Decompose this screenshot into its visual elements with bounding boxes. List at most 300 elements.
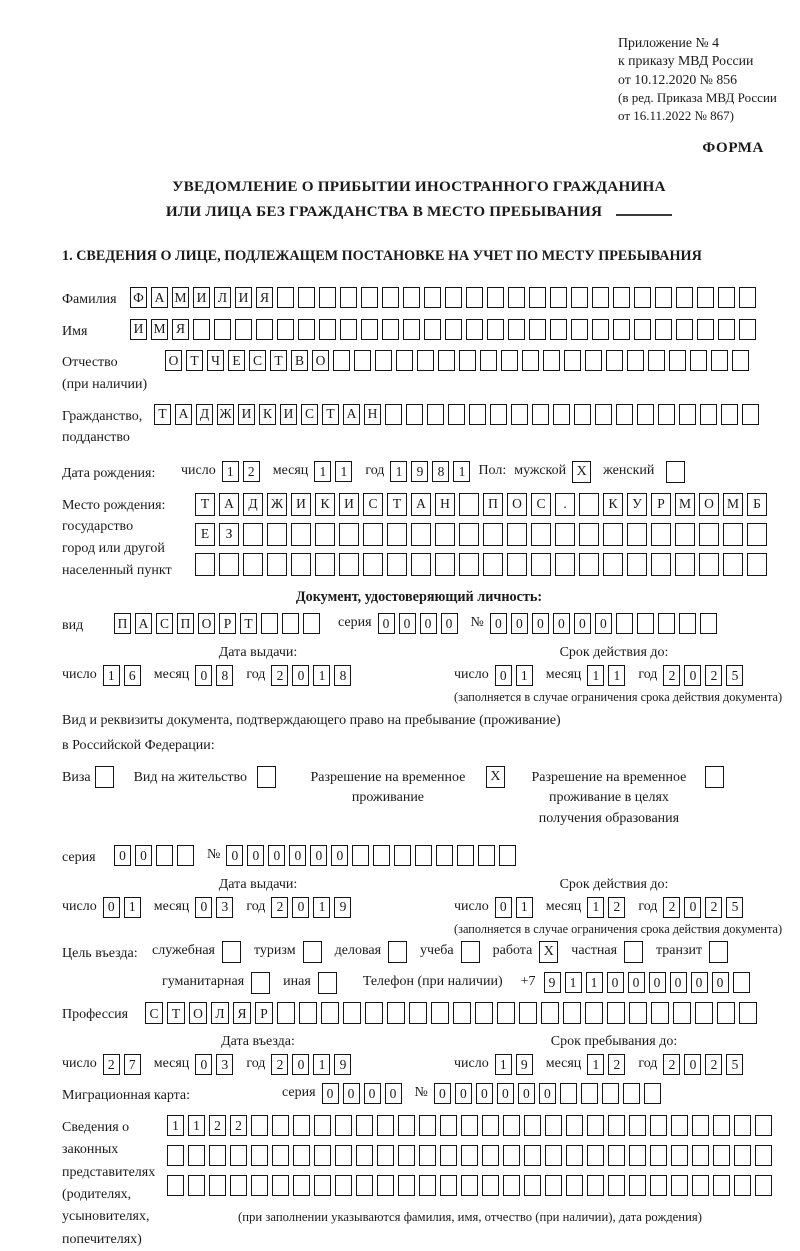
purpose-tourism-checkbox[interactable]	[303, 941, 322, 963]
char-cell[interactable]	[603, 553, 623, 576]
char-cell[interactable]: 0	[310, 845, 327, 866]
purpose-humanitarian-checkbox[interactable]	[251, 972, 270, 994]
temp-permit-edu-checkbox[interactable]	[705, 766, 724, 788]
male-checkbox[interactable]: X	[572, 461, 591, 483]
char-cell[interactable]	[585, 1002, 603, 1024]
char-cell[interactable]: 2	[209, 1115, 226, 1136]
char-cell[interactable]	[648, 350, 665, 371]
char-cell[interactable]: 2	[663, 665, 680, 686]
char-cell[interactable]: И	[280, 404, 297, 425]
char-cell[interactable]	[243, 553, 263, 576]
char-cell[interactable]: 1	[335, 461, 352, 482]
char-cell[interactable]: 1	[222, 461, 239, 482]
char-cell[interactable]	[352, 845, 369, 866]
char-cell[interactable]: 1	[587, 1054, 604, 1075]
char-cell[interactable]	[697, 287, 714, 308]
char-cell[interactable]	[571, 287, 588, 308]
char-cell[interactable]	[522, 350, 539, 371]
char-cell[interactable]: М	[151, 319, 168, 340]
char-cell[interactable]	[487, 319, 504, 340]
char-cell[interactable]	[734, 1175, 751, 1196]
char-cell[interactable]	[755, 1115, 772, 1136]
char-cell[interactable]	[742, 404, 759, 425]
char-cell[interactable]	[508, 319, 525, 340]
char-cell[interactable]	[671, 1175, 688, 1196]
char-cell[interactable]: Д	[243, 493, 263, 516]
char-cell[interactable]	[592, 319, 609, 340]
char-cell[interactable]: 0	[691, 972, 708, 993]
char-cell[interactable]	[524, 1175, 541, 1196]
char-cell[interactable]	[461, 1115, 478, 1136]
char-cell[interactable]: 2	[271, 665, 288, 686]
char-cell[interactable]	[581, 1083, 598, 1104]
char-cell[interactable]	[385, 404, 402, 425]
char-cell[interactable]	[587, 1115, 604, 1136]
char-cell[interactable]: 5	[726, 665, 743, 686]
char-cell[interactable]: 1	[313, 1054, 330, 1075]
char-cell[interactable]: 2	[705, 1054, 722, 1075]
char-cell[interactable]: 0	[226, 845, 243, 866]
char-cell[interactable]	[340, 319, 357, 340]
char-cell[interactable]: 0	[322, 1083, 339, 1104]
char-cell[interactable]: Т	[322, 404, 339, 425]
identity-issue-month-cells[interactable]	[195, 665, 237, 686]
char-cell[interactable]: 3	[216, 1054, 233, 1075]
char-cell[interactable]	[627, 350, 644, 371]
char-cell[interactable]	[167, 1175, 184, 1196]
char-cell[interactable]: С	[145, 1002, 163, 1024]
migration-number-cells[interactable]	[434, 1083, 665, 1104]
char-cell[interactable]	[613, 287, 630, 308]
char-cell[interactable]: А	[343, 404, 360, 425]
char-cell[interactable]: 0	[532, 613, 549, 634]
char-cell[interactable]: И	[193, 287, 210, 308]
birth-year-cells[interactable]	[390, 461, 474, 482]
char-cell[interactable]	[675, 553, 695, 576]
char-cell[interactable]	[335, 1175, 352, 1196]
char-cell[interactable]	[592, 287, 609, 308]
char-cell[interactable]	[277, 287, 294, 308]
char-cell[interactable]	[616, 613, 633, 634]
char-cell[interactable]: Ж	[267, 493, 287, 516]
char-cell[interactable]: 0	[292, 1054, 309, 1075]
char-cell[interactable]: А	[135, 613, 152, 634]
char-cell[interactable]	[658, 404, 675, 425]
char-cell[interactable]	[431, 1002, 449, 1024]
char-cell[interactable]	[267, 523, 287, 546]
char-cell[interactable]	[541, 1002, 559, 1024]
char-cell[interactable]	[579, 523, 599, 546]
doc-series-cells[interactable]	[378, 613, 462, 634]
char-cell[interactable]: 0	[114, 845, 131, 866]
char-cell[interactable]	[209, 1175, 226, 1196]
char-cell[interactable]: К	[315, 493, 335, 516]
char-cell[interactable]: 0	[292, 665, 309, 686]
char-cell[interactable]	[177, 845, 194, 866]
char-cell[interactable]: Я	[256, 287, 273, 308]
char-cell[interactable]	[298, 319, 315, 340]
char-cell[interactable]	[243, 523, 263, 546]
char-cell[interactable]	[487, 287, 504, 308]
char-cell[interactable]	[543, 350, 560, 371]
char-cell[interactable]: 0	[495, 897, 512, 918]
char-cell[interactable]: 1	[495, 1054, 512, 1075]
char-cell[interactable]	[251, 1115, 268, 1136]
char-cell[interactable]: М	[675, 493, 695, 516]
char-cell[interactable]	[272, 1115, 289, 1136]
char-cell[interactable]: 0	[441, 613, 458, 634]
char-cell[interactable]: 0	[490, 613, 507, 634]
char-cell[interactable]: О	[699, 493, 719, 516]
char-cell[interactable]	[457, 845, 474, 866]
char-cell[interactable]	[511, 404, 528, 425]
char-cell[interactable]	[459, 553, 479, 576]
char-cell[interactable]	[700, 404, 717, 425]
char-cell[interactable]: А	[175, 404, 192, 425]
char-cell[interactable]	[272, 1175, 289, 1196]
char-cell[interactable]: 0	[378, 613, 395, 634]
citizenship-cells[interactable]	[154, 404, 763, 425]
char-cell[interactable]	[697, 319, 714, 340]
char-cell[interactable]	[755, 1175, 772, 1196]
char-cell[interactable]	[435, 553, 455, 576]
char-cell[interactable]	[675, 523, 695, 546]
char-cell[interactable]	[616, 404, 633, 425]
char-cell[interactable]	[676, 319, 693, 340]
char-cell[interactable]	[650, 1115, 667, 1136]
char-cell[interactable]	[466, 319, 483, 340]
char-cell[interactable]: 0	[434, 1083, 451, 1104]
birth-month-cells[interactable]	[314, 461, 356, 482]
char-cell[interactable]	[363, 553, 383, 576]
char-cell[interactable]	[529, 319, 546, 340]
char-cell[interactable]: И	[238, 404, 255, 425]
char-cell[interactable]	[650, 1175, 667, 1196]
char-cell[interactable]: Д	[196, 404, 213, 425]
char-cell[interactable]	[711, 350, 728, 371]
char-cell[interactable]: Н	[435, 493, 455, 516]
char-cell[interactable]	[335, 1115, 352, 1136]
char-cell[interactable]	[651, 523, 671, 546]
char-cell[interactable]	[627, 553, 647, 576]
char-cell[interactable]	[482, 1115, 499, 1136]
char-cell[interactable]	[564, 350, 581, 371]
purpose-other-checkbox[interactable]	[318, 972, 337, 994]
char-cell[interactable]	[637, 613, 654, 634]
char-cell[interactable]: 2	[663, 897, 680, 918]
char-cell[interactable]: 0	[670, 972, 687, 993]
stay-year-cells[interactable]	[663, 1054, 747, 1075]
char-cell[interactable]: З	[219, 523, 239, 546]
char-cell[interactable]: 0	[518, 1083, 535, 1104]
char-cell[interactable]	[415, 845, 432, 866]
residence-issue-day-cells[interactable]	[103, 897, 145, 918]
char-cell[interactable]: 0	[476, 1083, 493, 1104]
char-cell[interactable]	[293, 1115, 310, 1136]
char-cell[interactable]	[555, 523, 575, 546]
char-cell[interactable]: Р	[651, 493, 671, 516]
char-cell[interactable]	[739, 1002, 757, 1024]
char-cell[interactable]: 2	[705, 897, 722, 918]
char-cell[interactable]	[482, 1175, 499, 1196]
char-cell[interactable]	[734, 1115, 751, 1136]
char-cell[interactable]: 0	[364, 1083, 381, 1104]
char-cell[interactable]	[261, 613, 278, 634]
char-cell[interactable]: 0	[135, 845, 152, 866]
char-cell[interactable]	[655, 287, 672, 308]
char-cell[interactable]	[499, 845, 516, 866]
char-cell[interactable]	[519, 1002, 537, 1024]
char-cell[interactable]	[419, 1115, 436, 1136]
residence-issue-year-cells[interactable]	[271, 897, 355, 918]
char-cell[interactable]	[747, 553, 767, 576]
char-cell[interactable]	[603, 523, 623, 546]
char-cell[interactable]: 2	[103, 1054, 120, 1075]
char-cell[interactable]	[627, 523, 647, 546]
char-cell[interactable]	[608, 1175, 625, 1196]
purpose-business-checkbox[interactable]	[388, 941, 407, 963]
char-cell[interactable]	[291, 523, 311, 546]
char-cell[interactable]	[531, 553, 551, 576]
char-cell[interactable]: 1	[608, 665, 625, 686]
char-cell[interactable]	[690, 350, 707, 371]
char-cell[interactable]: И	[130, 319, 147, 340]
char-cell[interactable]	[679, 613, 696, 634]
char-cell[interactable]	[747, 523, 767, 546]
residence-expiry-day-cells[interactable]	[495, 897, 537, 918]
char-cell[interactable]	[436, 845, 453, 866]
char-cell[interactable]: Я	[233, 1002, 251, 1024]
temp-permit-checkbox[interactable]: X	[486, 766, 505, 788]
char-cell[interactable]: Ч	[207, 350, 224, 371]
phone-cells[interactable]	[544, 972, 754, 993]
char-cell[interactable]	[732, 350, 749, 371]
char-cell[interactable]: 1	[313, 665, 330, 686]
char-cell[interactable]	[398, 1175, 415, 1196]
char-cell[interactable]: 2	[663, 1054, 680, 1075]
char-cell[interactable]: 6	[124, 665, 141, 686]
char-cell[interactable]: 0	[607, 972, 624, 993]
char-cell[interactable]: 0	[399, 613, 416, 634]
char-cell[interactable]: О	[165, 350, 182, 371]
stay-day-cells[interactable]	[495, 1054, 537, 1075]
char-cell[interactable]: 0	[455, 1083, 472, 1104]
char-cell[interactable]	[545, 1175, 562, 1196]
residence-series-cells[interactable]	[114, 845, 198, 866]
char-cell[interactable]	[299, 1002, 317, 1024]
char-cell[interactable]: С	[531, 493, 551, 516]
char-cell[interactable]	[435, 523, 455, 546]
char-cell[interactable]: 2	[271, 897, 288, 918]
char-cell[interactable]	[303, 613, 320, 634]
char-cell[interactable]	[692, 1115, 709, 1136]
char-cell[interactable]: 0	[385, 1083, 402, 1104]
char-cell[interactable]: Т	[186, 350, 203, 371]
char-cell[interactable]	[343, 1002, 361, 1024]
char-cell[interactable]: И	[291, 493, 311, 516]
char-cell[interactable]	[453, 1002, 471, 1024]
char-cell[interactable]	[193, 319, 210, 340]
char-cell[interactable]	[553, 404, 570, 425]
char-cell[interactable]: П	[177, 613, 194, 634]
char-cell[interactable]: 1	[390, 461, 407, 482]
residence-permit-checkbox[interactable]	[257, 766, 276, 788]
char-cell[interactable]	[676, 287, 693, 308]
char-cell[interactable]: 1	[313, 897, 330, 918]
doc-kind-cells[interactable]	[114, 613, 324, 634]
female-checkbox[interactable]	[666, 461, 685, 483]
char-cell[interactable]	[550, 319, 567, 340]
char-cell[interactable]	[406, 404, 423, 425]
char-cell[interactable]	[606, 350, 623, 371]
char-cell[interactable]	[363, 523, 383, 546]
char-cell[interactable]: О	[312, 350, 329, 371]
char-cell[interactable]: 1	[565, 972, 582, 993]
char-cell[interactable]	[387, 1002, 405, 1024]
patronymic-cells[interactable]	[165, 350, 753, 371]
char-cell[interactable]: 1	[453, 461, 470, 482]
char-cell[interactable]: М	[723, 493, 743, 516]
char-cell[interactable]	[717, 1002, 735, 1024]
char-cell[interactable]: 2	[271, 1054, 288, 1075]
char-cell[interactable]	[739, 287, 756, 308]
char-cell[interactable]	[508, 287, 525, 308]
char-cell[interactable]: 5	[726, 1054, 743, 1075]
char-cell[interactable]	[427, 404, 444, 425]
char-cell[interactable]	[699, 523, 719, 546]
char-cell[interactable]: 0	[511, 613, 528, 634]
char-cell[interactable]: 0	[195, 897, 212, 918]
char-cell[interactable]	[387, 553, 407, 576]
char-cell[interactable]: О	[189, 1002, 207, 1024]
birthplace-cells-row2[interactable]	[195, 523, 771, 546]
char-cell[interactable]: Т	[195, 493, 215, 516]
char-cell[interactable]	[695, 1002, 713, 1024]
char-cell[interactable]	[634, 287, 651, 308]
identity-expiry-month-cells[interactable]	[587, 665, 629, 686]
char-cell[interactable]: 2	[243, 461, 260, 482]
char-cell[interactable]: Ф	[130, 287, 147, 308]
char-cell[interactable]	[507, 553, 527, 576]
char-cell[interactable]: 0	[712, 972, 729, 993]
char-cell[interactable]	[560, 1083, 577, 1104]
char-cell[interactable]: К	[259, 404, 276, 425]
entry-day-cells[interactable]	[103, 1054, 145, 1075]
representatives-cells-row3[interactable]	[167, 1175, 776, 1196]
name-cells[interactable]	[130, 319, 760, 340]
char-cell[interactable]: П	[114, 613, 131, 634]
entry-year-cells[interactable]	[271, 1054, 355, 1075]
char-cell[interactable]	[277, 319, 294, 340]
char-cell[interactable]: 0	[247, 845, 264, 866]
char-cell[interactable]: 0	[497, 1083, 514, 1104]
char-cell[interactable]	[461, 1175, 478, 1196]
char-cell[interactable]	[256, 319, 273, 340]
char-cell[interactable]	[298, 287, 315, 308]
char-cell[interactable]	[613, 319, 630, 340]
char-cell[interactable]: И	[339, 493, 359, 516]
char-cell[interactable]	[382, 287, 399, 308]
char-cell[interactable]	[713, 1115, 730, 1136]
char-cell[interactable]: .	[555, 493, 575, 516]
char-cell[interactable]	[188, 1175, 205, 1196]
char-cell[interactable]	[333, 350, 350, 371]
char-cell[interactable]: 0	[268, 845, 285, 866]
char-cell[interactable]: 1	[167, 1115, 184, 1136]
char-cell[interactable]	[721, 404, 738, 425]
birthplace-cells-row1[interactable]	[195, 493, 771, 516]
char-cell[interactable]	[503, 1175, 520, 1196]
char-cell[interactable]	[571, 319, 588, 340]
entry-month-cells[interactable]	[195, 1054, 237, 1075]
char-cell[interactable]	[673, 1002, 691, 1024]
char-cell[interactable]: Я	[172, 319, 189, 340]
char-cell[interactable]	[629, 1002, 647, 1024]
char-cell[interactable]	[644, 1083, 661, 1104]
char-cell[interactable]: 9	[411, 461, 428, 482]
char-cell[interactable]: 5	[726, 897, 743, 918]
char-cell[interactable]	[718, 319, 735, 340]
char-cell[interactable]	[438, 350, 455, 371]
identity-issue-year-cells[interactable]	[271, 665, 355, 686]
char-cell[interactable]	[377, 1175, 394, 1196]
char-cell[interactable]: 1	[586, 972, 603, 993]
char-cell[interactable]	[377, 1115, 394, 1136]
residence-issue-month-cells[interactable]	[195, 897, 237, 918]
char-cell[interactable]: С	[249, 350, 266, 371]
char-cell[interactable]	[623, 1083, 640, 1104]
char-cell[interactable]: 3	[216, 897, 233, 918]
char-cell[interactable]	[524, 1115, 541, 1136]
char-cell[interactable]: А	[411, 493, 431, 516]
char-cell[interactable]	[315, 553, 335, 576]
char-cell[interactable]: О	[507, 493, 527, 516]
residence-expiry-year-cells[interactable]	[663, 897, 747, 918]
char-cell[interactable]	[507, 523, 527, 546]
profession-cells[interactable]	[145, 1002, 761, 1024]
char-cell[interactable]: 0	[195, 1054, 212, 1075]
char-cell[interactable]	[230, 1175, 247, 1196]
char-cell[interactable]: Р	[219, 613, 236, 634]
char-cell[interactable]	[739, 319, 756, 340]
char-cell[interactable]: 9	[544, 972, 561, 993]
stay-month-cells[interactable]	[587, 1054, 629, 1075]
char-cell[interactable]	[440, 1175, 457, 1196]
char-cell[interactable]	[424, 319, 441, 340]
char-cell[interactable]: 0	[103, 897, 120, 918]
surname-cells[interactable]	[130, 287, 760, 308]
char-cell[interactable]	[566, 1175, 583, 1196]
char-cell[interactable]: 0	[684, 897, 701, 918]
char-cell[interactable]	[713, 1175, 730, 1196]
char-cell[interactable]: Л	[214, 287, 231, 308]
char-cell[interactable]	[629, 1175, 646, 1196]
char-cell[interactable]: Т	[154, 404, 171, 425]
char-cell[interactable]: Т	[387, 493, 407, 516]
char-cell[interactable]	[669, 350, 686, 371]
char-cell[interactable]	[445, 287, 462, 308]
char-cell[interactable]	[733, 972, 750, 993]
char-cell[interactable]	[563, 1002, 581, 1024]
purpose-private-checkbox[interactable]	[624, 941, 643, 963]
char-cell[interactable]	[607, 1002, 625, 1024]
char-cell[interactable]	[195, 553, 215, 576]
char-cell[interactable]	[361, 319, 378, 340]
char-cell[interactable]	[417, 350, 434, 371]
char-cell[interactable]	[314, 1175, 331, 1196]
doc-number-cells[interactable]	[490, 613, 721, 634]
char-cell[interactable]	[483, 553, 503, 576]
